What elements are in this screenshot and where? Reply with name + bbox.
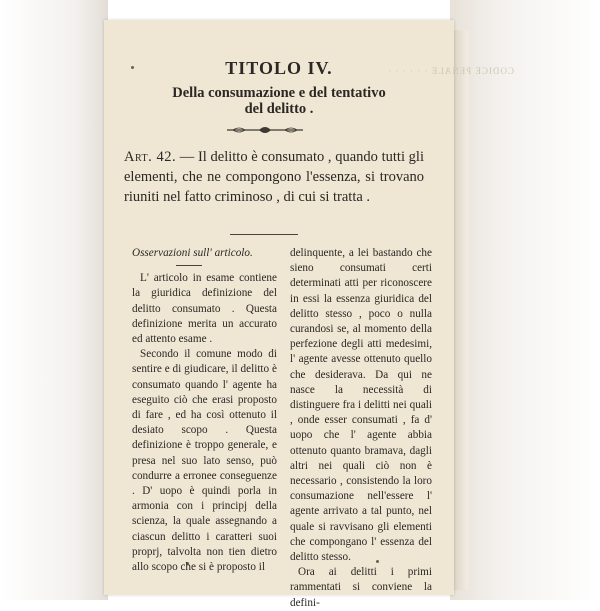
page-title: TITOLO IV. <box>225 58 333 78</box>
commentary-paragraph: Secondo il comune modo di sentire e di giudicare, il delitto è consumato quando l' agente ha eseguito ciò che erasi proposto di fare , ed ha così ottenuto il desiato scopo . Questa definizione è troppo generale, e presa nel suo lato senso, può condurre a erronee conseguenze . D' uopo è quindi porla in armonia con i principj della scienza, la quale assegnando a ciascun delitto i caratteri suoi proprj, talvolta non tien dietro allo scopo che si è proposto il <box>132 348 277 574</box>
commentary-paragraph: delinquente, a lei bastando che sieno consumati certi determinati atti per riconoscere in essi la essenza giuridica del delitto stesso , poco o nulla curandosi se, al momento della perfezione degli atti medesimi, l' agente avesse ottenuto quello che desiderava. Da qui ne nasce la necessità di distinguere fra i delitti nei quali , onde esser consumati , fa d' uopo che l' agente abbia ottenuto quanto bramava, dagli altri nei quali ciò non è necessario , consistendo la loro consumazione nell'essere l' agente arrivato a tal punto, nel quale si ravvisano gli elementi che compongano l' essenza del delitto stesso. <box>290 247 432 564</box>
subtitle-line-1: Della consumazione e del tentativo <box>172 85 386 101</box>
commentary-right-column <box>290 246 432 611</box>
article-body: — Il delitto è consumato , quando tutti gli elementi, che ne compongono l'essenza, si trovano riuniti nel fatto criminoso , di cui si tratta . <box>124 149 424 205</box>
background-left <box>0 0 108 600</box>
article-label: Art. 42. <box>124 149 177 165</box>
ornament-divider <box>225 123 305 137</box>
section-separator <box>230 234 298 235</box>
commentary-paragraph: L' articolo in esame contiene la giuridica definizione del delitto consumato . Questa definizione merita un accurato ed attento esame . <box>132 272 277 346</box>
subtitle-line-2: del delitto . <box>244 101 314 117</box>
article-text <box>124 147 424 207</box>
bleed-through-text: CODICE PENALE · · · · · · <box>387 66 514 76</box>
page-subtitle <box>104 85 454 117</box>
background-right <box>450 0 600 600</box>
book-page <box>104 20 514 609</box>
commentary-left-column <box>132 246 277 575</box>
commentary-heading: Osservazioni sull' articolo. <box>132 247 253 259</box>
commentary-paragraph: Ora ai delitti i primi rammentati si conviene la defini- <box>290 566 432 609</box>
heading-rule <box>176 265 202 266</box>
